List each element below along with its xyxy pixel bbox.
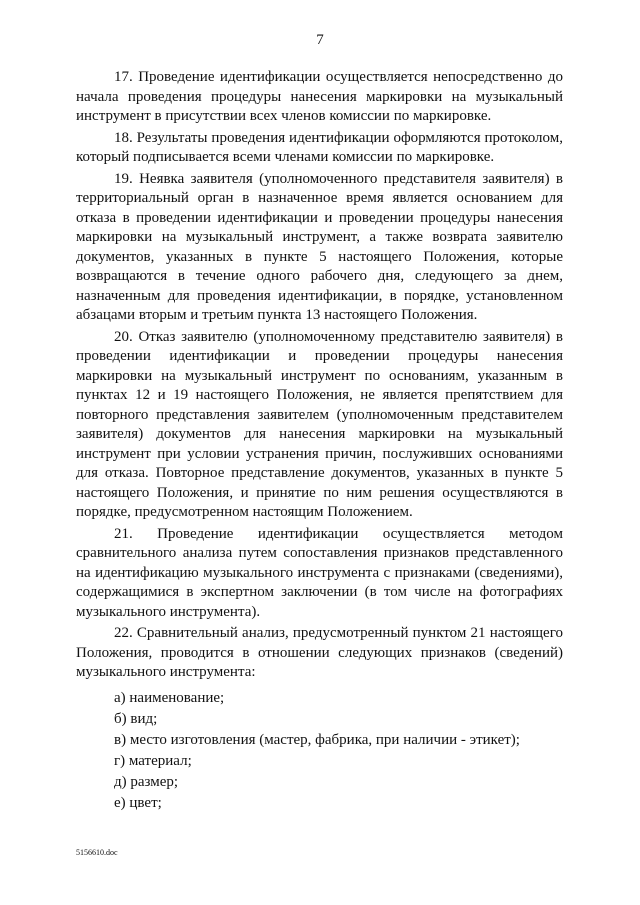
list-item: а) наименование;: [114, 689, 225, 706]
attribute-list: [76, 689, 563, 814]
page-number: 7: [316, 32, 324, 48]
paragraph-17: 17. Проведение идентификации осуществляется непосредственно до начала проведения процедуры нанесения маркировки на музыкальный инструмент в присутствии всех членов комиссии по маркировке.: [76, 69, 563, 124]
paragraph-20: 20. Отказ заявителю (уполномоченному представителю заявителя) в проведении идентификации и проведении процедуры нанесения маркировки на музыкальный инструмент по основаниям, указанным в пунктах 12 и 19 настоящего Положения, не является препятствием для повторного представления заявителем (уполномоченным представителем заявителя) документов для нанесения маркировки на музыкальный инструмент при условии устранения причин, послуживших основаниями для отказа. Повторное представление документов, указанных в пункте 5 настоящего Положения, и принятие по ним решения осуществляются в порядке, предусмотренном настоящим Положением.: [76, 328, 563, 520]
footer-filename: 5156610.doc: [76, 848, 118, 857]
paragraph-19: 19. Неявка заявителя (уполномоченного представителя заявителя) в территориальный орган в назначенное время является основанием для отказа в проведении идентификации и проведении процедуры нанесения маркировки на музыкальный инструмент, а также возврата заявителю документов, указанных в пункте 5 настоящего Положения, которые возвращаются в течение одного рабочего дня, следующего за днем, назначенным для проведения идентификации, в порядке, установленном абзацами вторым и третьим пункта 13 настоящего Положения.: [76, 170, 563, 323]
paragraph-18: 18. Результаты проведения идентификации оформляются протоколом, который подписывается всеми членами комиссии по маркировке.: [76, 129, 563, 165]
list-item: е) цвет;: [114, 794, 162, 811]
list-item: г) материал;: [114, 752, 192, 769]
list-item: в) место изготовления (мастер, фабрика, при наличии - этикет);: [114, 731, 520, 748]
paragraph-22: 22. Сравнительный анализ, предусмотренный пунктом 21 настоящего Положения, проводится в отношении следующих признаков (сведений) музыкального инструмента:: [76, 625, 563, 680]
list-item: б) вид;: [114, 710, 158, 727]
document-body: [76, 68, 563, 815]
paragraph-21: 21. Проведение идентификации осуществляется методом сравнительного анализа путем сопоставления признаков представленного на идентификацию музыкального инструмента с признаками (сведениями), содержащимися в экспертном заключении (в том числе на фотографиях музыкального инструмента).: [76, 525, 563, 620]
list-item: д) размер;: [114, 773, 179, 790]
